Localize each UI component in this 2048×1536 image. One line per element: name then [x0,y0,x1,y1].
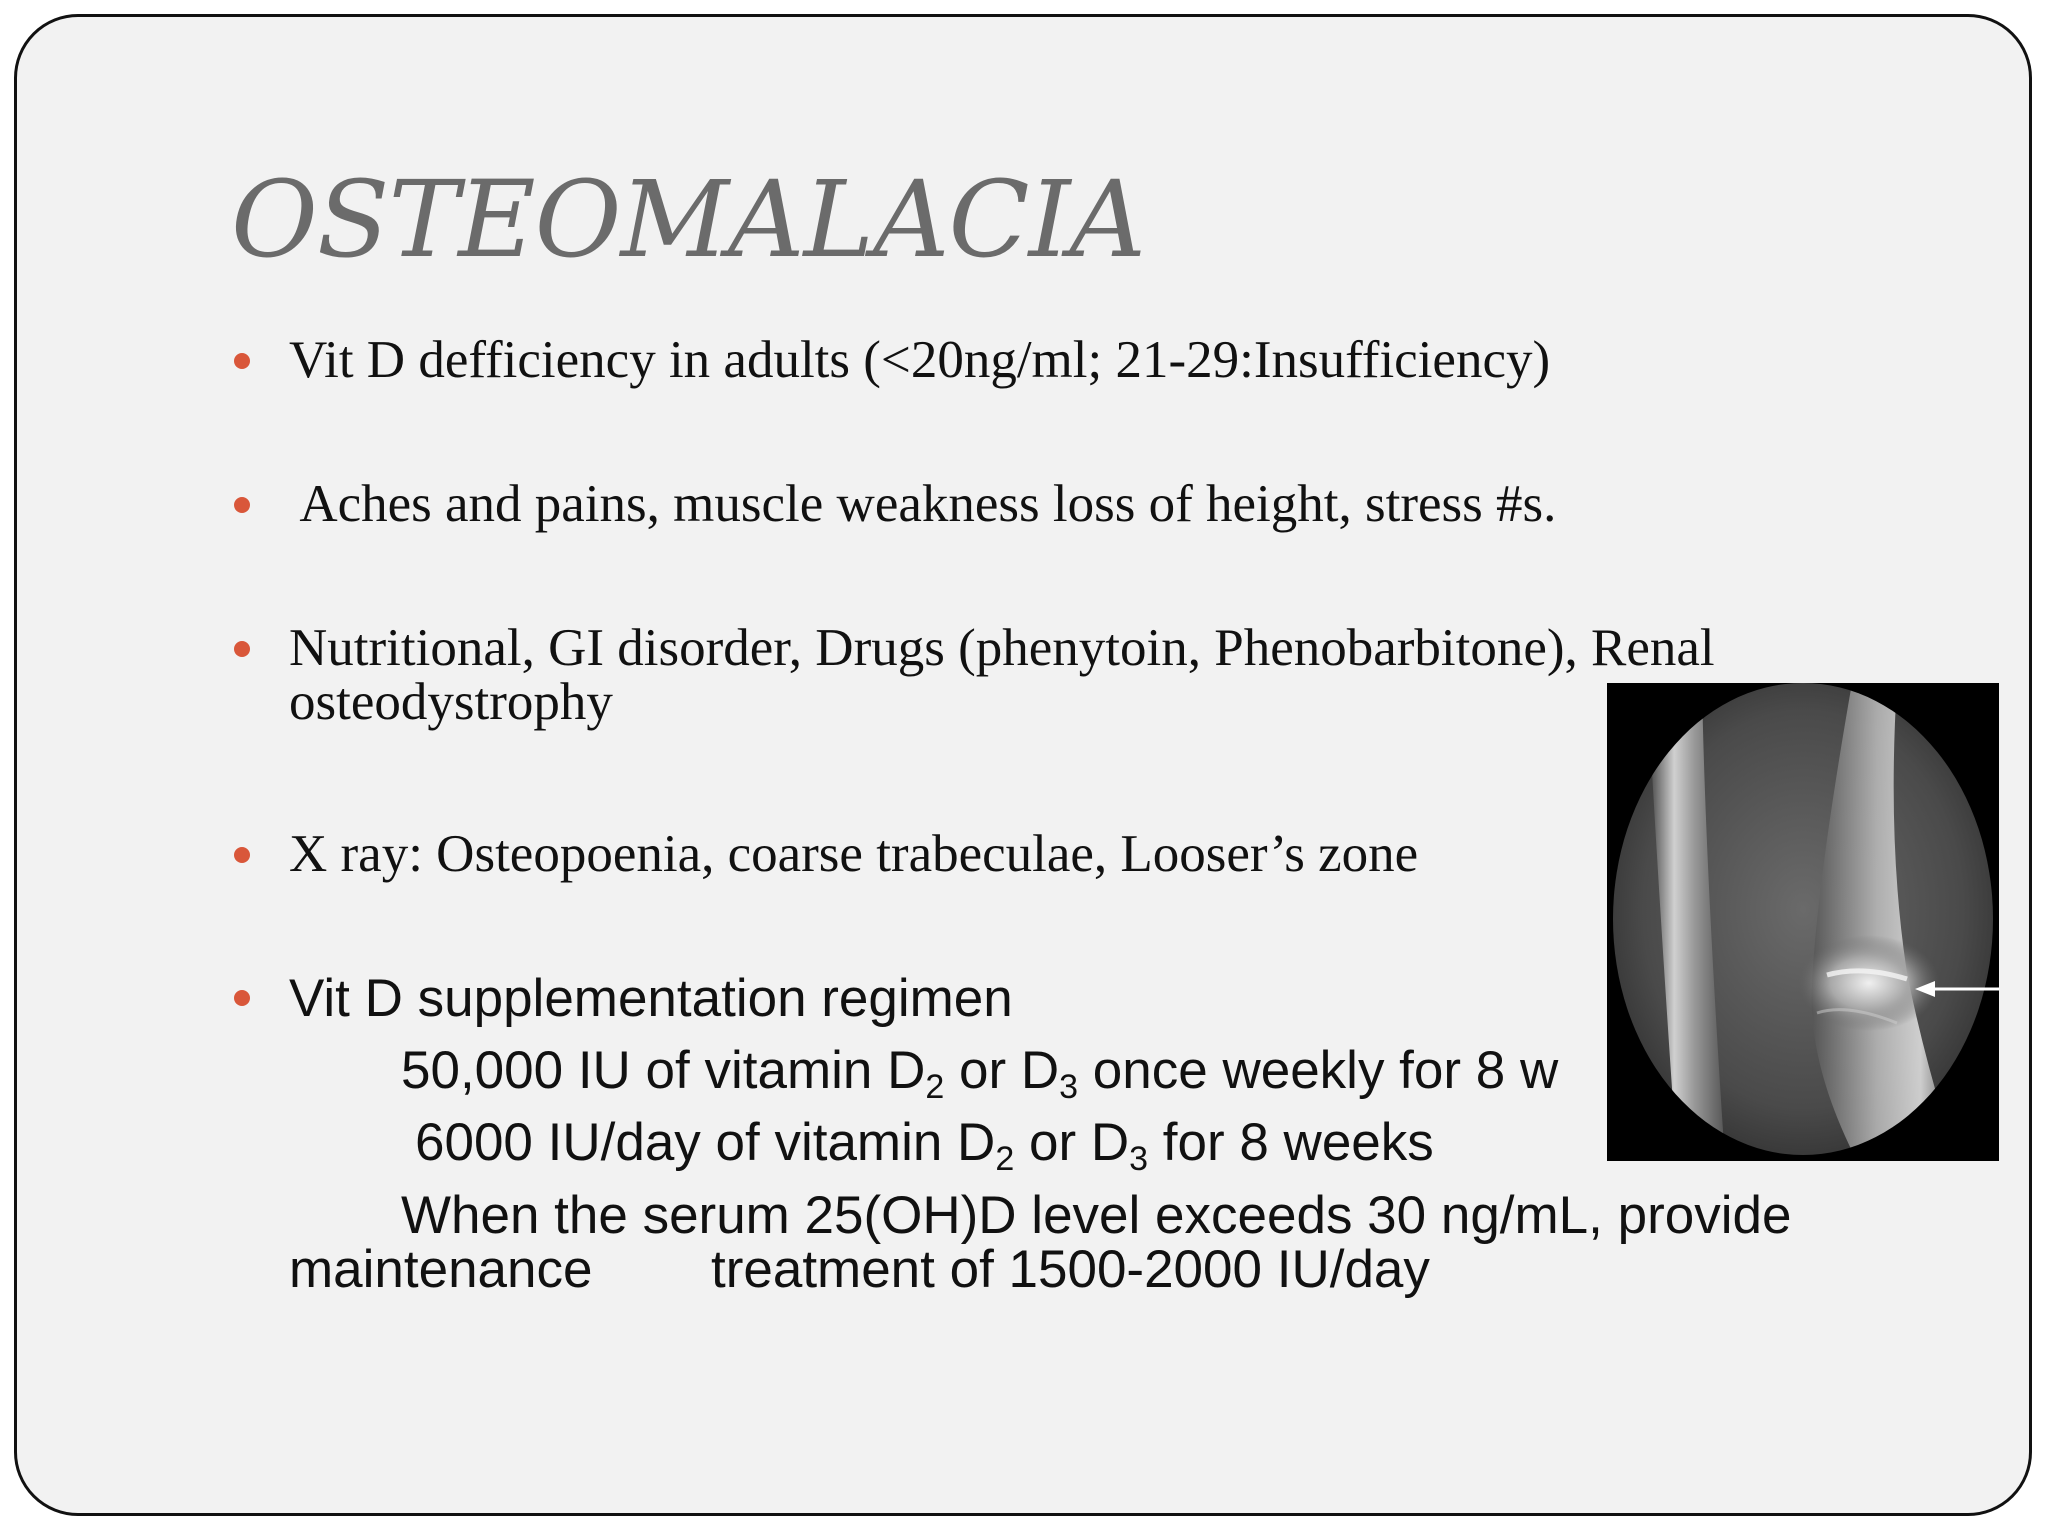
bullet-text-causes-continued: osteodystrophy [289,673,613,731]
slide [14,14,2032,1516]
regimen-maintenance-label: maintenance [289,1240,593,1299]
bullet-text-supplementation: Vit D supplementation regimen [289,969,1013,1028]
bullet-dot [234,497,250,513]
bullet-dot [234,990,250,1006]
bullet-text-causes: Nutritional, GI disorder, Drugs (phenytoin, Phenobarbitone), Renal [289,619,1715,677]
regimen-weekly-text: once weekly for 8 w [1078,1041,1559,1100]
regimen-daily-dose [415,1113,1434,1178]
bullet-dot [234,847,250,863]
regimen-maintenance-dose: treatment of 1500-2000 IU/day [711,1240,1430,1299]
subscript-2: 2 [995,1140,1015,1178]
subscript-2: 2 [925,1068,945,1106]
bullet-text-vit-d-deficiency: Vit D defficiency in adults (<20ng/ml; 21-29:Insufficiency) [289,331,1551,389]
regimen-weekly-dose [401,1041,1559,1106]
slide-title: OSTEOMALACIA [231,158,1146,281]
xray-image [1607,683,1999,1161]
regimen-daily-text: or D [1014,1113,1130,1172]
regimen-weekly-text: 50,000 IU of vitamin D [401,1041,926,1100]
xray-bone-illustration [1607,683,1999,1161]
bullet-dot [234,641,250,657]
bullet-text-xray-findings: X ray: Osteopoenia, coarse trabeculae, Looser’s zone [289,825,1419,883]
bullet-text-symptoms: Aches and pains, muscle weakness loss of height, stress #s. [289,475,1557,533]
regimen-daily-text: for 8 weeks [1148,1113,1434,1172]
bullet-dot [234,353,250,369]
subscript-3: 3 [1059,1068,1079,1106]
regimen-maintenance-condition: When the serum 25(OH)D level exceeds 30 ng/mL, provide [401,1186,1792,1245]
regimen-daily-text: 6000 IU/day of vitamin D [415,1113,996,1172]
subscript-3: 3 [1129,1140,1149,1178]
regimen-weekly-text: or D [944,1041,1060,1100]
